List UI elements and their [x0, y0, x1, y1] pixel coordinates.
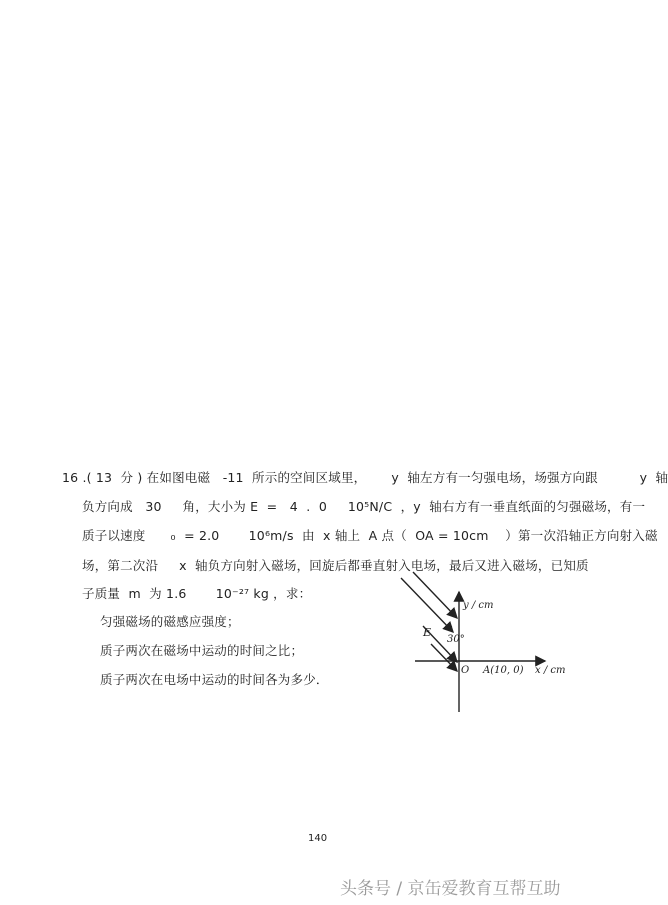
watermark: 头条号 / 京缶爱教育互帮互助: [340, 879, 561, 899]
problem-line-4: 场，第二次沿 x 轴负方向射入磁场，回旋后都垂直射入电场，最后又进入磁场，已知质: [82, 558, 589, 573]
origin-label: O: [461, 665, 470, 676]
field-diagram: [395, 570, 566, 720]
angle-label: 30°: [447, 634, 465, 645]
y-axis-label: y / cm: [463, 600, 494, 611]
problem-line-2: 负方向成 30 角，大小为 E = 4 . 0 10⁵N/C ，y 轴右方有一垂直纸面的匀强磁场，有一: [82, 499, 646, 514]
problem-line-3: 质子以速度 ₀ = 2.0 10⁶m/s 由 x 轴上 A 点（ OA = 10cm ）第一次沿轴正方向射入磁: [82, 528, 658, 543]
question-2: 质子两次在磁场中运动的时间之比；: [100, 643, 304, 658]
x-axis-label: x / cm: [535, 665, 566, 676]
problem-line-5: 子质量 m 为 1.6 10⁻²⁷ kg ，求：: [82, 586, 312, 601]
field-label: E: [423, 626, 432, 639]
page-number: 140: [308, 833, 328, 844]
point-a-label: A(10, 0): [483, 665, 524, 676]
question-3: 质子两次在电场中运动的时间各为多少．: [100, 672, 329, 687]
problem-line-1: 16 .( 13 分 ) 在如图电磁 -11 所示的空间区域里， y 轴左方有一匀强电场，场强方向跟 y 轴: [62, 470, 668, 485]
field-line-2: [413, 572, 457, 618]
question-1: 匀强磁场的磁感应强度；: [100, 614, 240, 629]
